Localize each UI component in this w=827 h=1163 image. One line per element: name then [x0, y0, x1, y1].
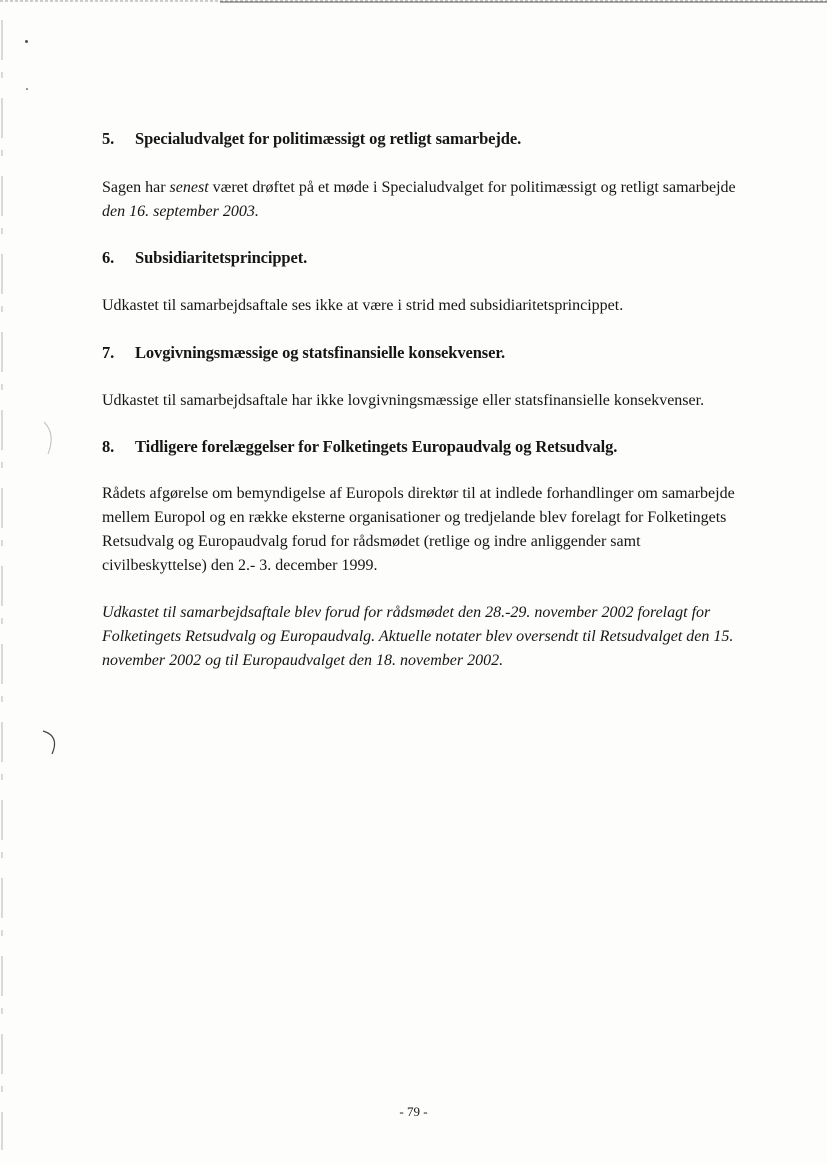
section-number: 6.: [102, 248, 115, 267]
italic-text-run: den 16. september 2003.: [102, 203, 259, 220]
text-run: været drøftet på et møde i Specialudvalget for politimæssigt og retligt samarbejde: [208, 179, 736, 196]
section-heading-8: [102, 437, 617, 457]
scan-top-border: [0, 0, 827, 5]
section-heading-7: [102, 343, 505, 363]
punch-hole-mark: [40, 420, 60, 456]
section-title: Specialudvalget for politimæssigt og retligt samarbejde.: [135, 129, 522, 148]
section-5-paragraph: [102, 176, 742, 224]
section-number: 7.: [102, 343, 115, 362]
text-run: Sagen har: [102, 179, 170, 196]
punch-hole-mark: [40, 728, 60, 756]
section-title: Lovgivningsmæssige og statsfinansielle konsekvenser.: [135, 343, 506, 362]
section-heading-6: [102, 248, 307, 268]
scan-dot: [25, 40, 28, 43]
section-7-paragraph: Udkastet til samarbejdsaftale har ikke lovgivningsmæssige eller statsfinansielle konsekvenser.: [102, 392, 705, 409]
page-number: - 79 -: [399, 1104, 428, 1119]
scan-left-border: [0, 0, 6, 1163]
section-6-paragraph: Udkastet til samarbejdsaftale ses ikke at være i strid med subsidiaritetsprincippet.: [102, 297, 624, 314]
section-title: Subsidiaritetsprincippet.: [135, 248, 308, 267]
section-number: 5.: [102, 129, 115, 148]
section-title: Tidligere forelæggelser for Folketingets Europaudvalg og Retsudvalg.: [135, 437, 618, 456]
scan-dot: [26, 88, 28, 90]
section-heading-5: [102, 129, 521, 149]
section-8-paragraph-2: Udkastet til samarbejdsaftale blev forud for rådsmødet den 28.-29. november 2002 forelagt for Folketingets Retsudvalg og Europaudvalg. Aktuelle notater blev oversendt til Retsudvalget den 15. november 2002 og til Europaudvalget den 18. november 2002.: [102, 604, 734, 669]
section-number: 8.: [102, 437, 115, 456]
section-8-paragraph-1: Rådets afgørelse om bemyndigelse af Europols direktør til at indlede forhandlinger om samarbejde mellem Europol og en række eksterne organisationer og tredjelande blev forelagt for Folketingets Retsudvalg og Europaudvalg forud for rådsmødet (retlige og indre anliggender samt civilbeskyttelse) den 2.- 3. december 1999.: [102, 485, 735, 574]
italic-text-run: senest: [169, 179, 209, 196]
